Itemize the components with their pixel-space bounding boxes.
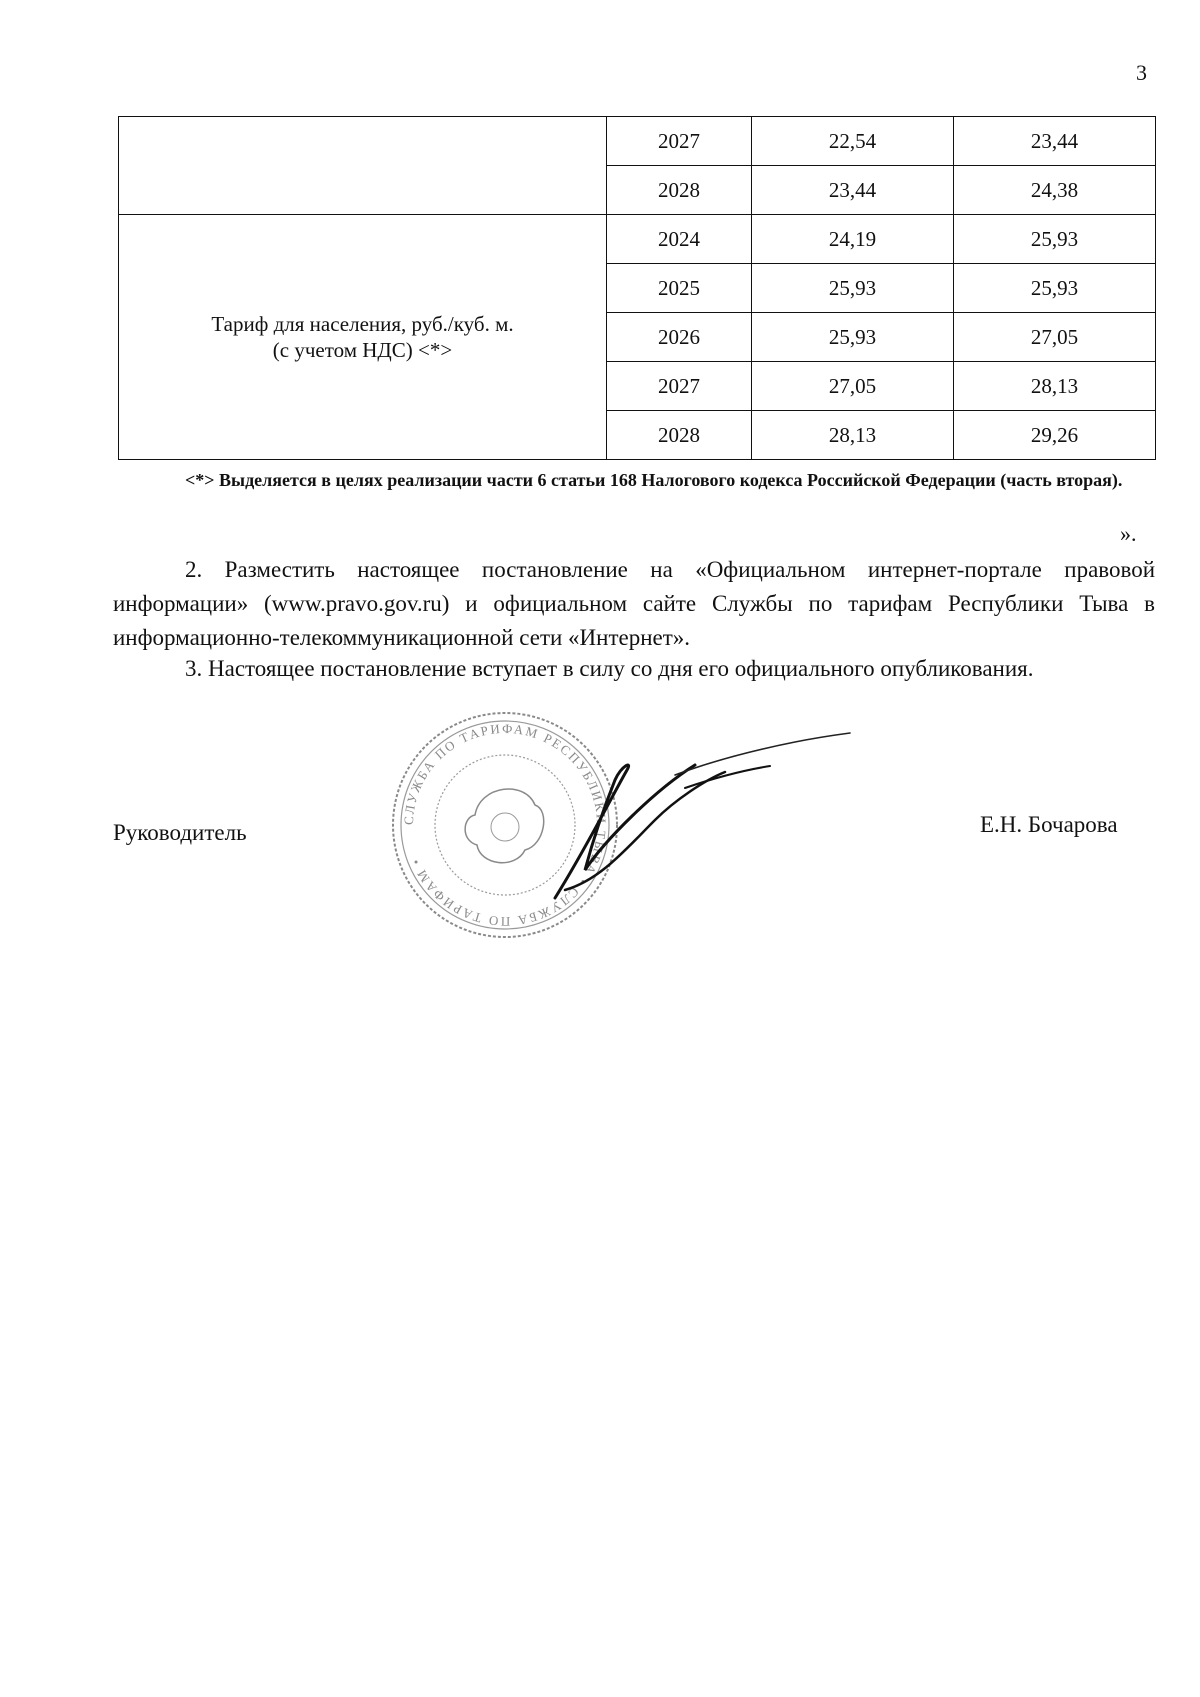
closing-quote: ». [1120,521,1137,546]
year-cell: 2025 [607,264,752,313]
paragraph-3: 3. Настоящее постановление вступает в силу со дня его официального опубликования. [185,656,1034,681]
footnote: <*> Выделяется в целях реализации части 6 статьи 168 Налогового кодекса Российской Федерации (часть вторая). [185,470,1123,490]
value-cell: 22,54 [752,117,954,166]
page-number: 3 [1136,60,1147,85]
value-cell: 25,93 [752,313,954,362]
year-cell: 2024 [607,215,752,264]
signatory-name: Е.Н. Бочарова [980,812,1118,837]
svg-text:СЛУЖБА ПО ТАРИФАМ РЕСПУБЛИКИ Т: СЛУЖБА ПО ТАРИФАМ РЕСПУБЛИКИ ТЫВА • СЛУЖБА ПО ТАРИФАМ • [400,720,610,930]
value-cell: 23,44 [954,117,1156,166]
value-cell: 23,44 [752,166,954,215]
empty-label-cell [119,117,607,215]
year-cell: 2026 [607,313,752,362]
value-cell: 27,05 [752,362,954,411]
year-cell: 2028 [607,166,752,215]
value-cell: 28,13 [954,362,1156,411]
value-cell: 25,93 [752,264,954,313]
table-row [119,215,1156,264]
signature [545,730,855,920]
value-cell: 25,93 [954,215,1156,264]
tariff-label-line-1: Тариф для населения, руб./куб. м. [211,312,514,336]
year-cell: 2027 [607,117,752,166]
value-cell: 24,38 [954,166,1156,215]
tariff-table [118,116,1156,460]
value-cell: 27,05 [954,313,1156,362]
value-cell: 28,13 [752,411,954,460]
tariff-label-line-2: (с учетом НДС) <*> [272,338,453,362]
value-cell: 29,26 [954,411,1156,460]
year-cell: 2027 [607,362,752,411]
value-cell: 25,93 [954,264,1156,313]
year-cell: 2028 [607,411,752,460]
paragraph-2: 2. Разместить настоящее постановление на «Официальном интернет-портале правовой информации» (www.pravo.gov.ru) и официальном сайте Службы по тарифам Республики Тыва в информационно-телекоммуникационной сети «Интернет». [113,557,1155,650]
signatory-title: Руководитель [113,820,247,845]
tariff-label-cell [119,215,607,460]
table-row [119,117,1156,166]
value-cell: 24,19 [752,215,954,264]
